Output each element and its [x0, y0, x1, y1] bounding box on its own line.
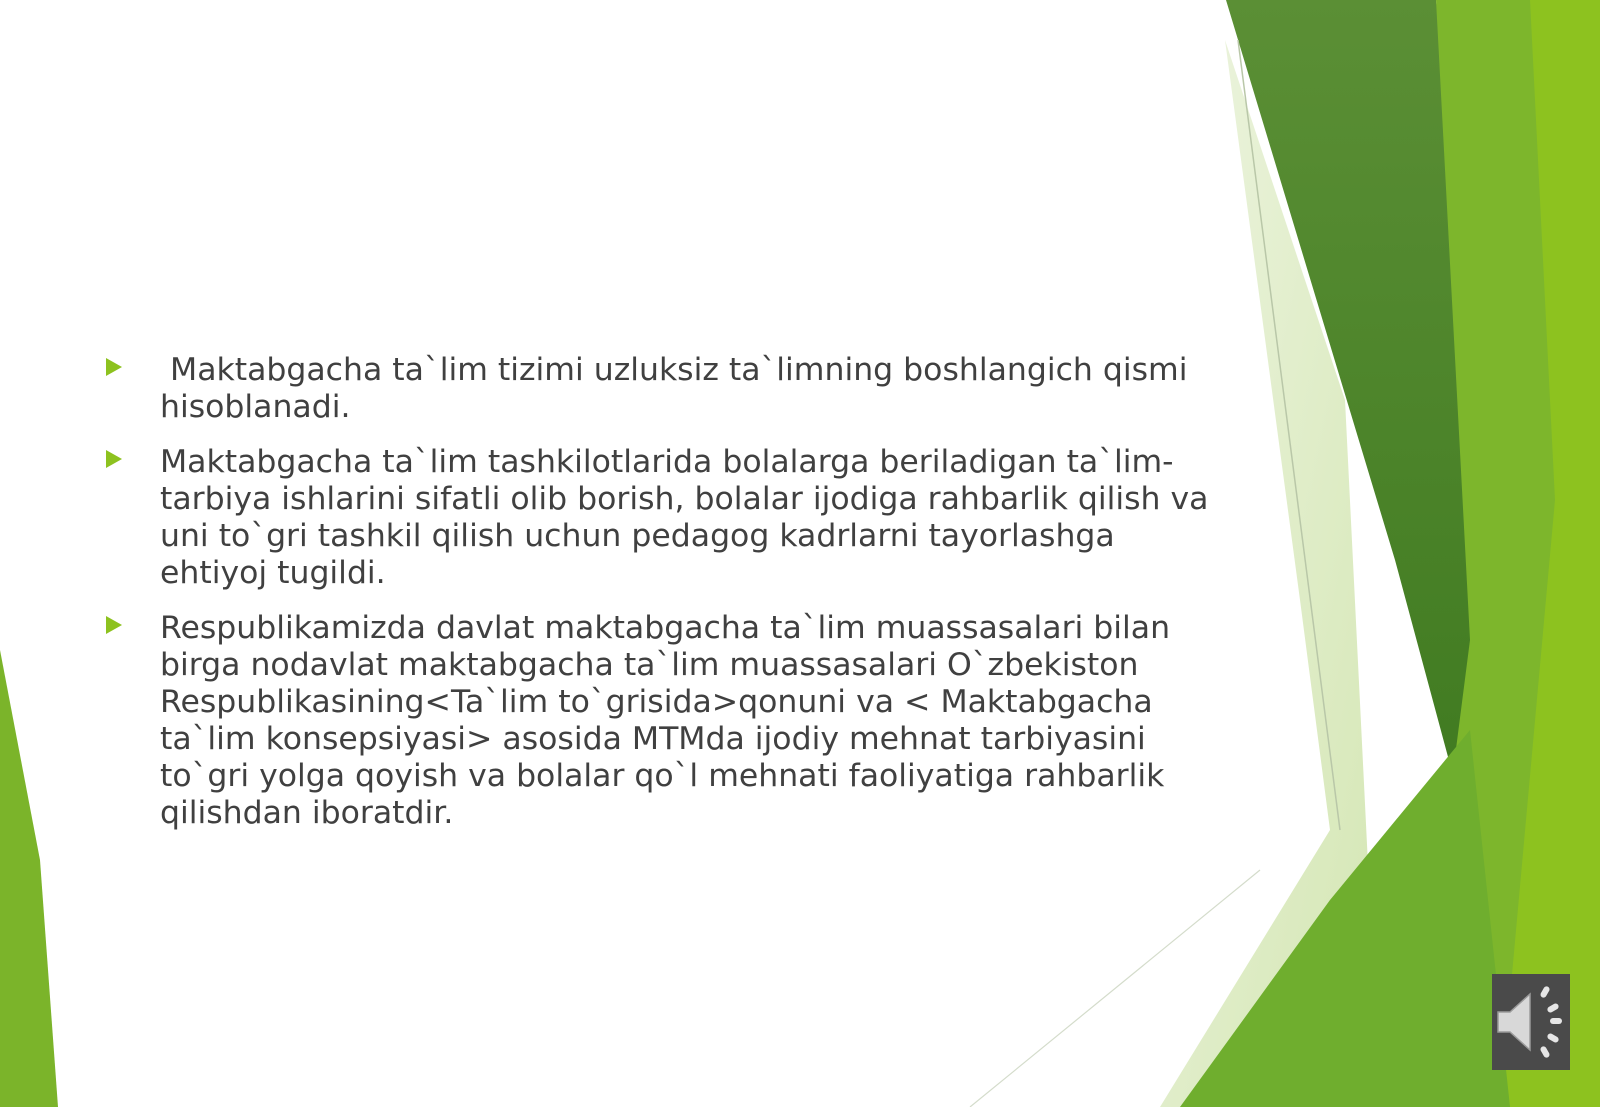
left-green-shape [0, 650, 58, 1107]
speaker-icon [1492, 974, 1570, 1070]
bullet-item [100, 444, 1219, 592]
bullet-list [100, 352, 1219, 850]
triangle-bullet-icon [106, 450, 122, 468]
bullet-item [100, 610, 1210, 832]
bullet-text: Maktabgacha ta`lim tashkilotlarida bolalarga beriladigan ta`lim-tarbiya ishlarini sifatli olib borish, bolalar ijodiga rahbarlik qilish va uni to`gri tashkil qilish uchun pedagog kadrlarni tayorlashga ehtiyoj tugildi. [160, 444, 1219, 591]
bullet-text: Respublikamizda davlat maktabgacha ta`lim muassasalari bilan birga nodavlat maktabgacha ta`lim muassasalari O`zbekiston Respublikasining<Ta`lim to`grisida>qonuni va < Maktabgacha ta`lim konsepsiyasi> asosida MTMda ijodiy mehnat tarbiyasini to`gri yolga qoyish va bolalar qo`l mehnati faoliyatiga rahbarlik qilishdan iboratdir. [160, 610, 1181, 831]
triangle-bullet-icon [106, 616, 122, 634]
bullet-text: Maktabgacha ta`lim tizimi uzluksiz ta`limning boshlangich qismi hisoblanadi. [160, 352, 1198, 425]
bullet-item [100, 352, 1210, 426]
triangle-bullet-icon [106, 358, 122, 376]
audio-play-button[interactable] [1492, 974, 1570, 1070]
